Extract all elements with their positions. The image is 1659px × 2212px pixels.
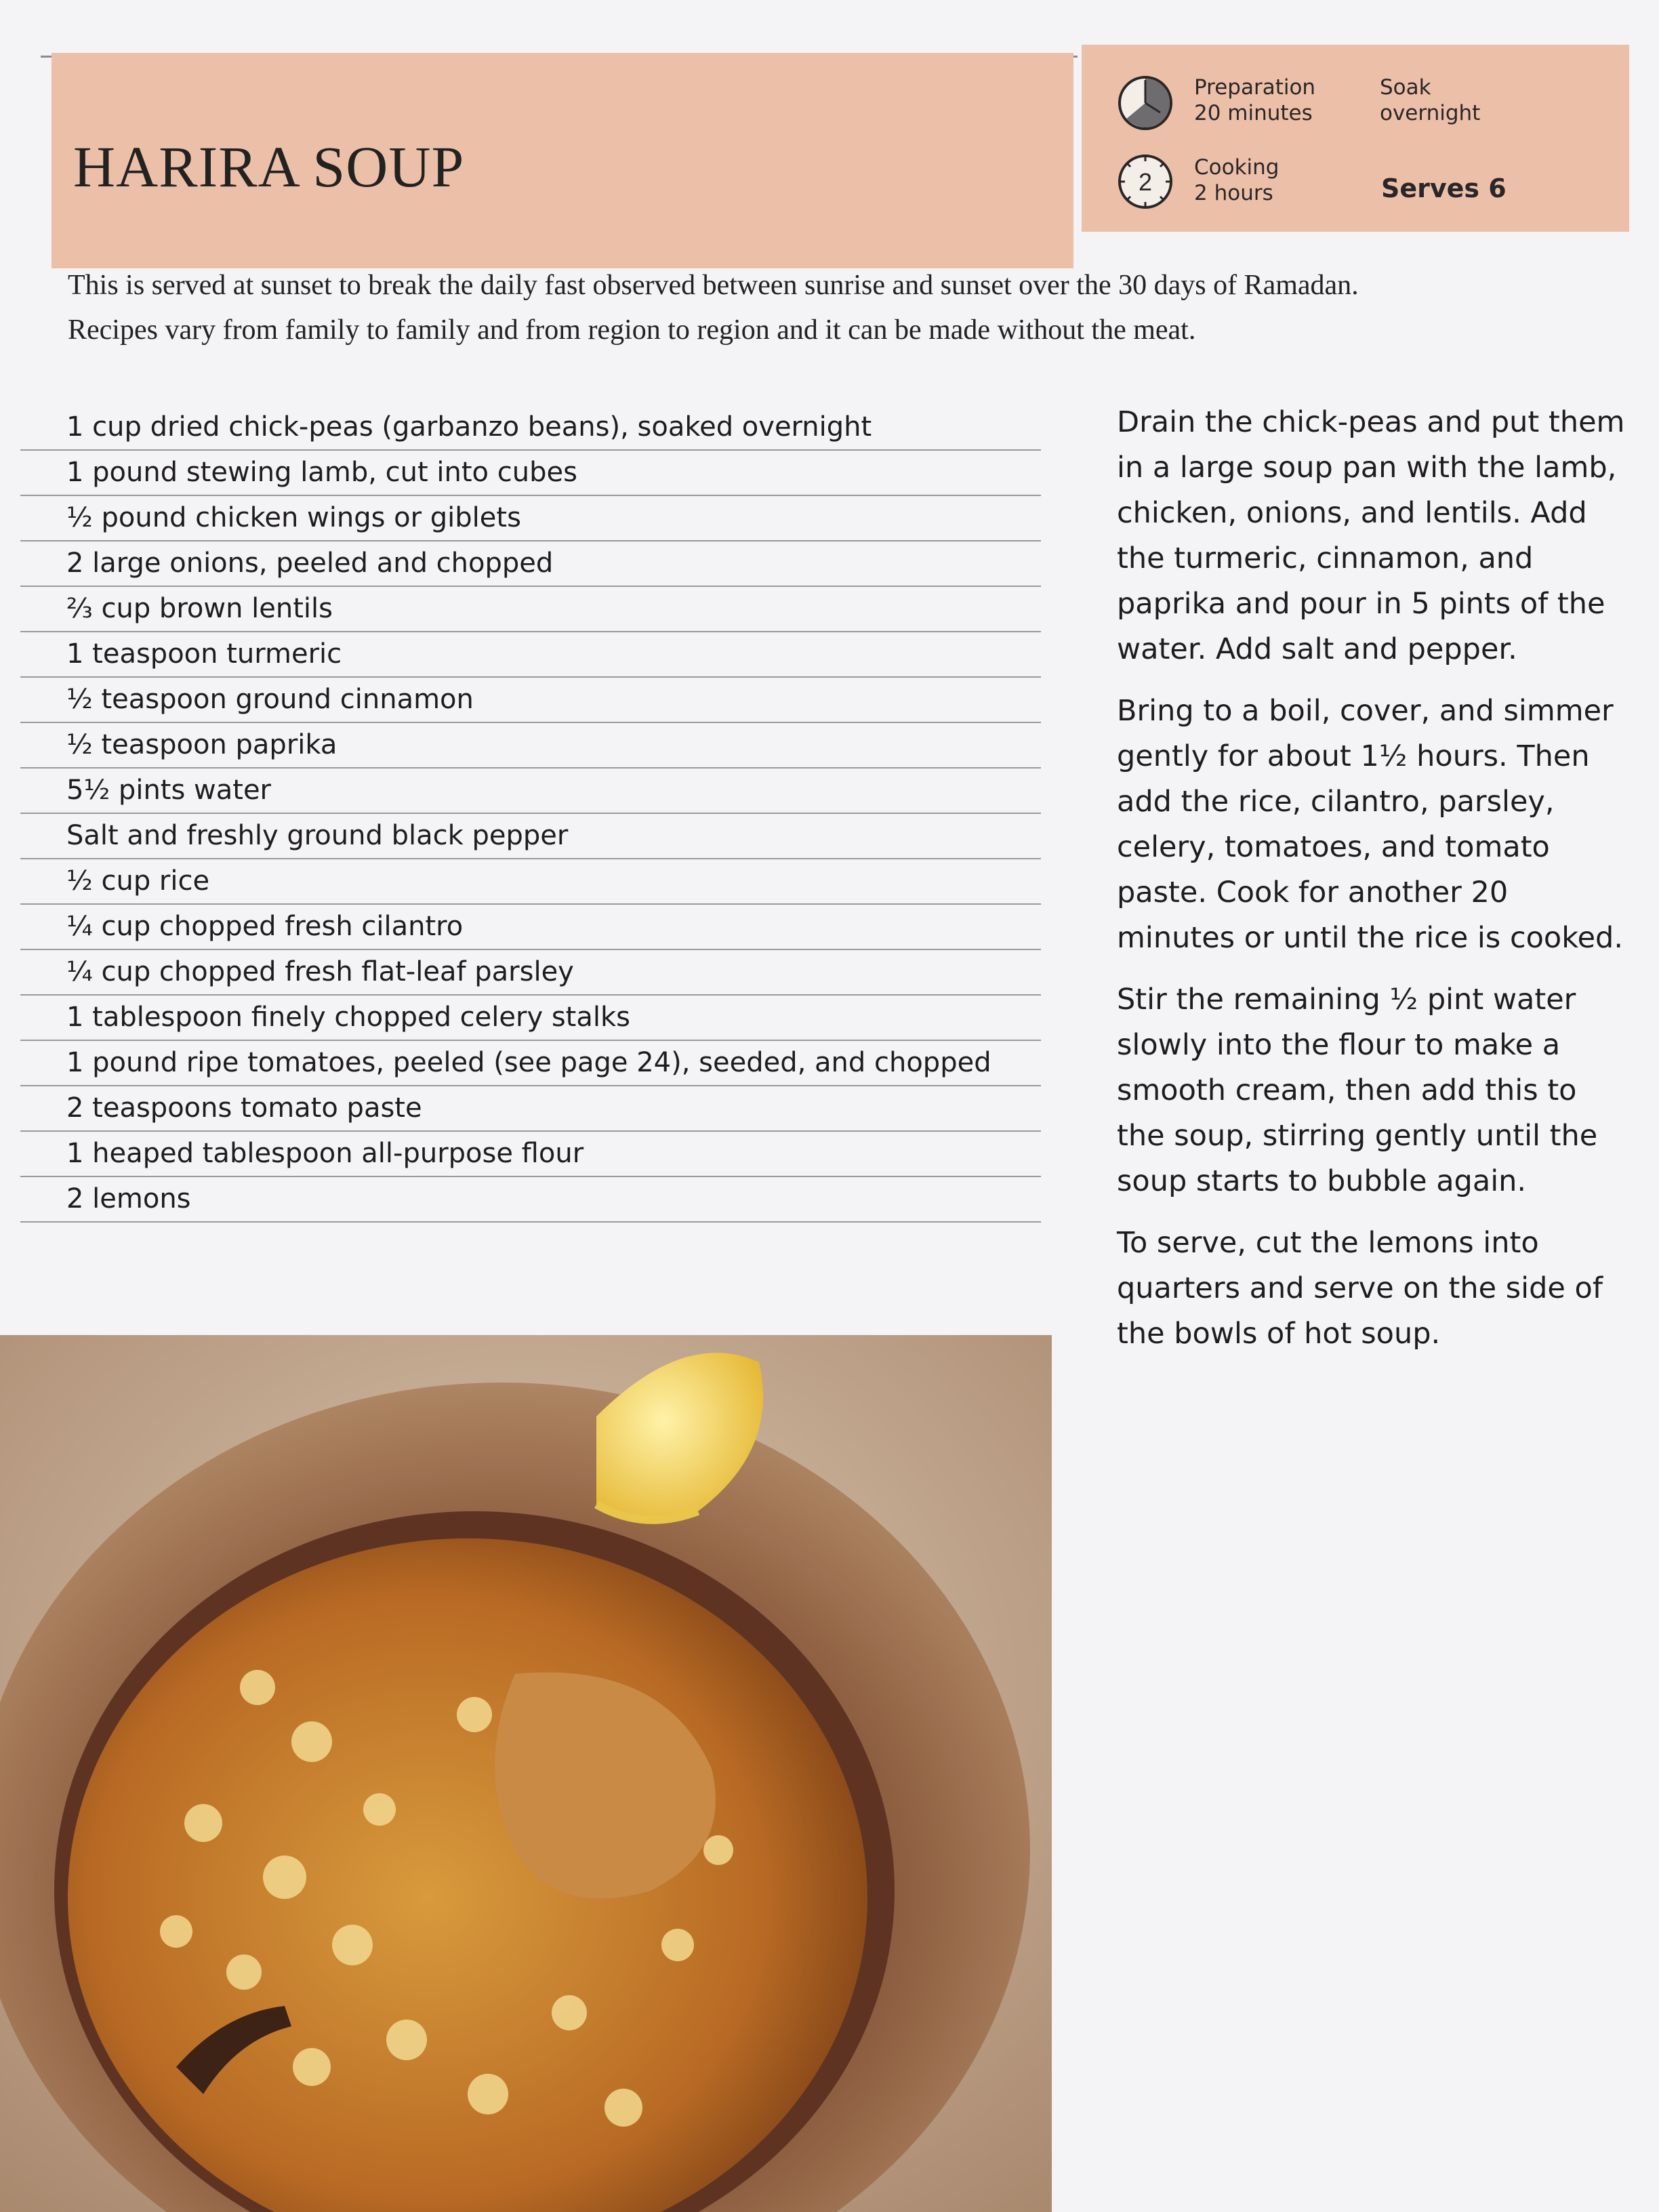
cooking-clock-icon [1117, 153, 1174, 210]
method-step: Drain the chick-peas and put them in a large soup pan with the lamb, chicken, onions, and lentils. Add the turmeric, cinnamon, and paprika and pour in 5 pints of the water. Add salt and pepper. [1117, 405, 1625, 666]
ingredient-item: ½ teaspoon paprika [20, 723, 1041, 769]
ingredient-item: 1 pound ripe tomatoes, peeled (see page 24), seeded, and chopped [20, 1041, 1041, 1086]
soak-label: Soak [1380, 75, 1431, 100]
ingredient-item: 2 teaspoons tomato paste [20, 1086, 1041, 1132]
intro-line-2: Recipes vary from family to family and from region to region and it can be made without the meat. [68, 314, 1196, 346]
method-step: Stir the remaining ½ pint water slowly into the flour to make a smooth cream, then add this to the soup, stirring gently until the soup starts to bubble again. [1117, 983, 1598, 1198]
soup-photo [0, 1335, 1052, 2212]
ingredient-item: 1 cup dried chick-peas (garbanzo beans), soaked overnight [20, 405, 1041, 451]
ingredient-item: ¼ cup chopped fresh cilantro [20, 905, 1041, 950]
method-steps [1117, 400, 1632, 1373]
info-band [1082, 45, 1629, 232]
ingredient-item: ½ teaspoon ground cinnamon [20, 678, 1041, 723]
method-step: Bring to a boil, cover, and simmer gently for about 1½ hours. Then add the rice, cilantro, parsley, celery, tomatoes, and tomato paste. Cook for another 20 minutes or until the rice is cooked. [1117, 694, 1623, 955]
ingredient-item: 1 heaped tablespoon all-purpose flour [20, 1132, 1041, 1177]
ingredient-item: Salt and freshly ground black pepper [20, 814, 1041, 859]
ingredient-item: ½ cup rice [20, 859, 1041, 905]
cooking-clock-number: 2 [1138, 168, 1153, 196]
ingredient-list [20, 405, 1041, 1223]
preparation-clock-icon [1117, 75, 1174, 131]
preparation-time: 20 minutes [1194, 101, 1313, 125]
recipe-title: HARIRA SOUP [73, 134, 465, 199]
ingredient-item: 1 pound stewing lamb, cut into cubes [20, 451, 1041, 496]
ingredient-item: ½ pound chicken wings or giblets [20, 496, 1041, 541]
soup-bowl-illustration [0, 1335, 1052, 2212]
ingredient-item: ⅔ cup brown lentils [20, 587, 1041, 632]
cooking-info [1194, 155, 1279, 206]
method-step: To serve, cut the lemons into quarters and serve on the side of the bowls of hot soup. [1117, 1226, 1603, 1351]
preparation-label: Preparation [1194, 75, 1316, 100]
preparation-info [1194, 75, 1315, 126]
ingredient-item: 2 lemons [20, 1177, 1041, 1223]
ingredient-item: 2 large onions, peeled and chopped [20, 541, 1041, 587]
recipe-intro [68, 263, 1640, 352]
title-band [52, 53, 1073, 268]
cooking-time: 2 hours [1194, 181, 1273, 205]
intro-line-1: This is served at sunset to break the daily fast observed between sunrise and sunset over the 30 days of Ramadan. [68, 270, 1359, 301]
ingredient-item: ¼ cup chopped fresh flat-leaf parsley [20, 950, 1041, 996]
ingredient-item: 5½ pints water [20, 769, 1041, 814]
serves-count: Serves 6 [1381, 173, 1507, 203]
ingredient-item: 1 teaspoon turmeric [20, 632, 1041, 678]
soak-info [1380, 75, 1480, 126]
ingredient-item: 1 tablespoon finely chopped celery stalks [20, 996, 1041, 1041]
soak-time: overnight [1380, 101, 1481, 125]
cooking-label: Cooking [1194, 155, 1279, 180]
